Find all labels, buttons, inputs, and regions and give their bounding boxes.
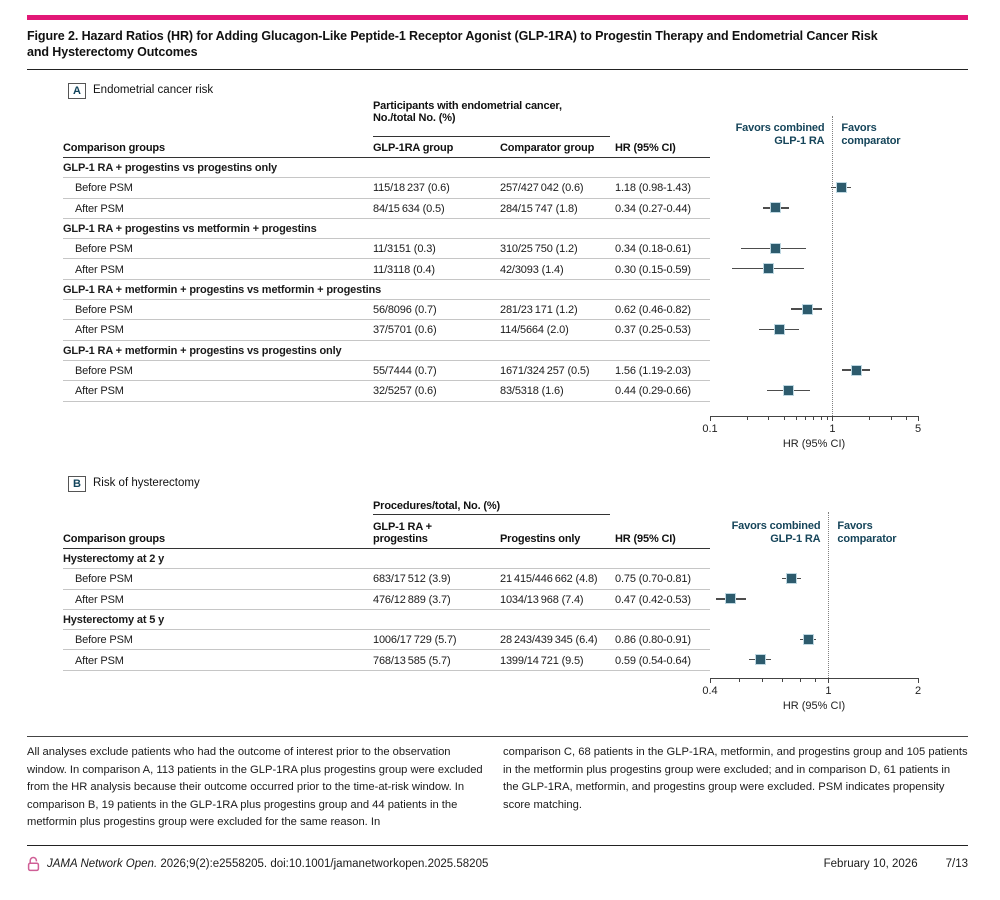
favors-combined-label: Favors combined GLP-1 RA [735,122,825,147]
cell-comparator: 114/5664 (2.0) [500,324,569,337]
table-span-header: No./total No. (%) [373,112,456,124]
cell-hr: 0.75 (0.70-0.81) [615,573,691,586]
cell-glp1ra: 768/13 585 (5.7) [373,654,451,667]
panel-title: Risk of hysterectomy [93,477,200,489]
footnote-right-column: comparison C, 68 patients in the GLP-1RA, metformin, and progestins group and 105 patients in the metformin plus progestins group were excluded; and in comparison D, 61 patients in the GLP-1RA, metformin, and progestins group were excluded. PSM indicates propensity score matching. [503,746,968,811]
column-header-3: Progestins only [500,533,581,545]
table-row-data [63,239,710,259]
row-label: Before PSM [75,634,133,647]
figure-title [27,28,927,60]
cell-glp1ra: 32/5257 (0.6) [373,385,437,398]
row-label: After PSM [75,263,124,276]
column-header-3: Comparator group [500,142,595,154]
axis-minor-tick [891,416,892,420]
forest-marker [837,183,846,192]
column-header-2: GLP-1 RA + [373,521,432,533]
column-header-2: progestins [373,533,428,545]
panel-label: A [68,83,86,99]
row-label: GLP-1 RA + progestins vs metformin + progestins [63,222,317,235]
page-number: 7/13 [945,858,968,870]
row-label: After PSM [75,385,124,398]
axis-minor-tick [762,678,763,682]
row-label: After PSM [75,202,124,215]
cell-comparator: 42/3093 (1.4) [500,263,564,276]
axis-minor-tick [800,678,801,682]
cell-glp1ra: 11/3151 (0.3) [373,243,436,256]
forest-marker [803,305,812,314]
axis-tick-label: 0.4 [702,685,718,697]
table-row-data [63,630,710,650]
axis-major-tick [828,678,829,683]
axis-minor-tick [813,416,814,420]
axis-major-tick [832,416,833,421]
axis-major-tick [918,416,919,421]
axis-tick-label: 1 [825,685,832,697]
cell-glp1ra: 1006/17 729 (5.7) [373,634,457,647]
forest-marker [756,655,765,664]
citation-text: 2026;9(2):e2558205. doi:10.1001/jamanetworkopen.2025.58205 [160,858,489,870]
table-row-data [63,320,710,340]
cell-hr: 0.30 (0.15-0.59) [615,263,691,276]
cell-comparator: 21 415/446 662 (4.8) [500,573,598,586]
cell-glp1ra: 55/7444 (0.7) [373,365,437,377]
axis-minor-tick [784,416,785,420]
row-label: Before PSM [75,243,133,256]
axis-major-tick [710,678,711,683]
cell-glp1ra: 37/5701 (0.6) [373,324,437,337]
footer-divider [27,845,968,846]
table-row-group [63,219,710,239]
axis-minor-tick [821,416,822,420]
row-label: Hysterectomy at 2 y [63,553,165,565]
cell-comparator: 257/427 042 (0.6) [500,182,584,195]
cell-hr: 0.86 (0.80-0.91) [615,634,691,647]
row-label: Hysterectomy at 5 y [63,613,165,626]
row-label: GLP-1 RA + metformin + progestins vs progestins only [63,344,342,357]
table-row-data [63,361,710,381]
cell-hr: 1.18 (0.98-1.43) [615,182,691,195]
figure-title-line2: and Hysterectomy Outcomes [27,45,198,59]
axis-tick-label: 2 [914,685,922,697]
forest-marker [784,386,793,395]
axis-tick-label: 5 [914,423,922,435]
cell-hr: 1.56 (1.19-2.03) [615,365,691,377]
title-divider [27,69,968,70]
table-row-group [63,549,710,569]
axis-minor-tick [906,416,907,420]
row-label: After PSM [75,593,124,606]
cell-comparator: 284/15 747 (1.8) [500,202,578,215]
table-row-group [63,158,710,178]
cell-hr: 0.37 (0.25-0.53) [615,324,691,337]
cell-glp1ra: 683/17 512 (3.9) [373,573,451,586]
jama-accent-bar [27,15,968,20]
cell-glp1ra: 56/8096 (0.7) [373,304,437,317]
favors-comparator-label: Favors comparator [837,520,897,545]
cell-hr: 0.47 (0.42-0.53) [615,593,691,606]
forest-marker [771,203,780,212]
cell-comparator: 28 243/439 345 (6.4) [500,634,598,647]
reference-line-hr1 [828,512,829,678]
cell-comparator: 310/25 750 (1.2) [500,243,578,256]
panel-title: Endometrial cancer risk [93,84,214,96]
table-row-data [63,381,710,401]
span-header-underline [373,136,610,137]
table-row-data [63,199,710,219]
comparison-table [63,157,710,402]
table-row-data [63,651,710,671]
axis-tick-label: 1 [829,423,836,435]
cell-glp1ra: 84/15 634 (0.5) [373,202,445,215]
cell-hr: 0.59 (0.54-0.64) [615,654,691,667]
cell-hr: 0.44 (0.29-0.66) [615,385,691,398]
forest-marker [804,635,813,644]
cell-hr: 0.34 (0.27-0.44) [615,202,691,215]
column-header-1: Comparison groups [63,142,165,154]
table-row-group [63,341,710,361]
span-header-underline [373,514,610,515]
axis-minor-tick [805,416,806,420]
column-header-4: HR (95% CI) [615,142,676,154]
axis-minor-tick [815,678,816,682]
open-access-icon [27,856,40,872]
footer-citation [27,856,488,872]
column-header-4: HR (95% CI) [615,533,676,545]
table-row-data [63,300,710,320]
publication-date: February 10, 2026 [823,858,918,870]
row-label: Before PSM [75,304,133,317]
table-row-data [63,178,710,198]
x-axis-title: HR (95% CI) [782,438,846,450]
x-axis-title: HR (95% CI) [782,700,846,712]
table-span-header: Participants with endometrial cancer, [373,100,562,112]
table-row-data [63,260,710,280]
reference-line-hr1 [832,116,833,416]
axis-minor-tick [739,678,740,682]
column-header-1: Comparison groups [63,533,165,545]
axis-minor-tick [796,416,797,420]
table-row-group [63,610,710,630]
table-row-data [63,569,710,589]
axis-minor-tick [768,416,769,420]
table-row-group [63,280,710,300]
row-label: Before PSM [75,365,133,377]
row-label: GLP-1 RA + progestins vs progestins only [63,162,277,174]
axis-minor-tick [747,416,748,420]
panel-label: B [68,476,86,492]
axis-tick-label: 0.1 [702,423,718,435]
cell-glp1ra: 476/12 889 (3.7) [373,593,451,606]
cell-comparator: 1671/324 257 (0.5) [500,365,590,377]
cell-comparator: 1034/13 968 (7.4) [500,593,584,606]
forest-marker [775,325,784,334]
row-label: Before PSM [75,182,133,195]
axis-minor-tick [869,416,870,420]
axis-major-tick [710,416,711,421]
column-header-2: GLP-1RA group [373,142,454,154]
favors-comparator-label: Favors comparator [841,122,901,147]
row-label: After PSM [75,324,124,337]
cell-comparator: 1399/14 721 (9.5) [500,654,584,667]
forest-marker [787,574,796,583]
cell-glp1ra: 11/3118 (0.4) [373,263,435,276]
row-label: After PSM [75,654,124,667]
cell-hr: 0.62 (0.46-0.82) [615,304,691,317]
row-label: GLP-1 RA + metformin + progestins vs metformin + progestins [63,283,382,296]
forest-marker [852,366,861,375]
figure-title-line1: Figure 2. Hazard Ratios (HR) for Adding Glucagon-Like Peptide-1 Receptor Agonist (GLP-1RA) to Progestin Therapy and Endometrial Cancer Risk [27,29,878,43]
table-span-header: Procedures/total, No. (%) [373,500,501,512]
cell-hr: 0.34 (0.18-0.61) [615,243,691,256]
cell-comparator: 83/5318 (1.6) [500,385,564,398]
forest-marker [764,264,773,273]
axis-minor-tick [782,678,783,682]
table-row-data [63,590,710,610]
forest-marker [771,244,780,253]
footnote-divider [27,736,968,737]
cell-glp1ra: 115/18 237 (0.6) [373,182,450,195]
footer-date-page [824,858,968,870]
row-label: Before PSM [75,573,133,586]
footnote-left-column: All analyses exclude patients who had the outcome of interest prior to the observation window. In comparison A, 113 patients in the GLP-1RA plus progestins group were excluded from the HR analysis because their outcome occurred prior to the time-at-risk window. In comparison B, 19 patients in the GLP-1RA plus progestins group and 44 patients in the metformin plus progestins group were excluded for the same reason. In [27,746,483,829]
axis-major-tick [918,678,919,683]
axis-minor-tick [827,416,828,420]
journal-name: JAMA Network Open. [47,858,158,870]
comparison-table [63,548,710,671]
cell-comparator: 281/23 171 (1.2) [500,304,578,317]
favors-combined-label: Favors combined GLP-1 RA [731,520,821,545]
forest-marker [726,594,735,603]
